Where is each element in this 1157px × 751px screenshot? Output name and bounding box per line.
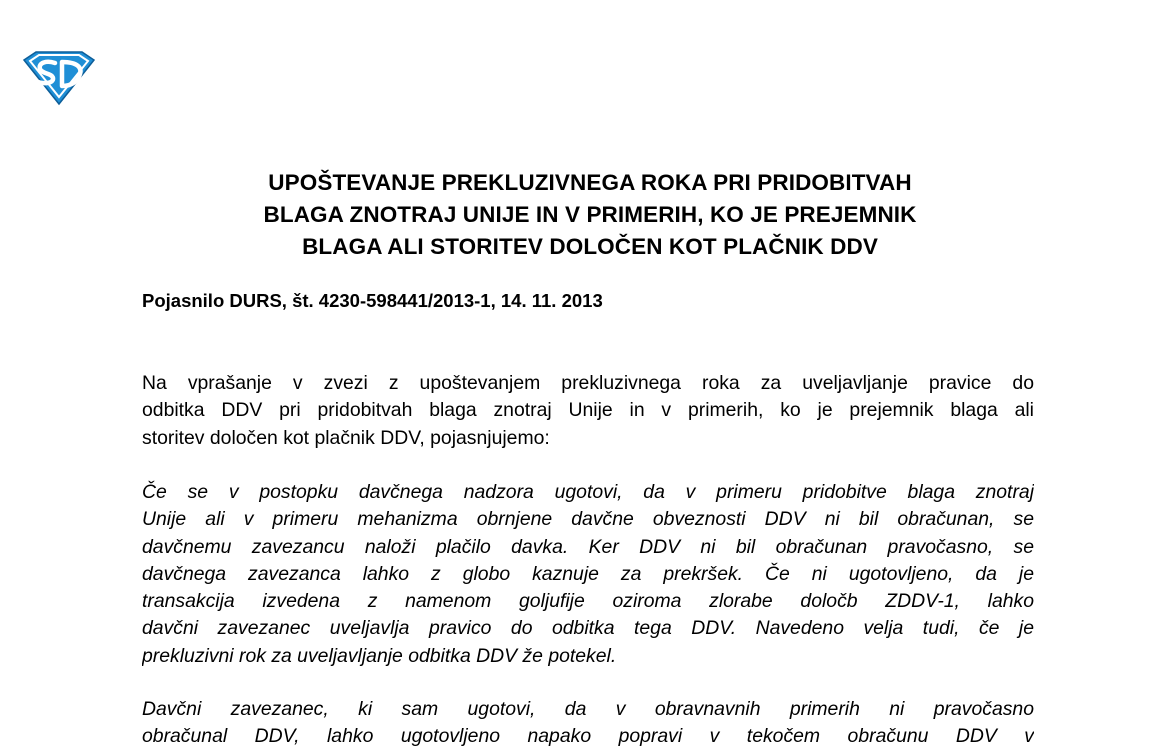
text-line: Na vprašanje v zvezi z upoštevanjem prekluzivnega roka za uveljavljanje pravice do <box>142 372 1034 394</box>
text-line: transakcija izvedena z namenom goljufije oziroma zlorabe določb ZDDV-1, lahko <box>142 590 1034 613</box>
shield-logo-icon <box>22 50 96 106</box>
text-line: Davčni zavezanec, ki sam ugotovi, da v obravnavnih primerih ni pravočasno <box>142 698 1034 720</box>
title-line: UPOŠTEVANJE PREKLUZIVNEGA ROKA PRI PRIDOBITVAH <box>268 170 912 195</box>
paragraph-answer <box>142 479 1034 670</box>
text-line: Unije ali v primeru mehanizma obrnjene davčne obveznosti DDV ni bil obračunan, se <box>142 508 1034 531</box>
text-line: davčni zavezanec uveljavlja pravico do odbitka tega DDV. Navedeno velja tudi, če je <box>142 617 1034 640</box>
text-line: davčnega zavezanca lahko z globo kaznuje za prekršek. Če ni ugotovljeno, da je <box>142 562 1034 585</box>
title-line: BLAGA ZNOTRAJ UNIJE IN V PRIMERIH, KO JE PREJEMNIK <box>263 202 917 227</box>
text-line: storitev določen kot plačnik DDV, pojasnjujemo: <box>142 426 550 449</box>
title-line: BLAGA ALI STORITEV DOLOČEN KOT PLAČNIK DDV <box>302 234 878 259</box>
paragraph-followup <box>142 696 1034 751</box>
document-title <box>100 167 1080 263</box>
text-line: Če se v postopku davčnega nadzora ugotovi, da v primeru pridobitve blaga znotraj <box>142 481 1034 503</box>
text-line: prekluzivni rok za uveljavljanje odbitka DDV že potekel. <box>142 644 617 667</box>
paragraph-intro <box>142 370 1034 452</box>
text-line: davčnemu zavezancu naloži plačilo davka. Ker DDV ni bil obračunan pravočasno, se <box>142 535 1034 558</box>
source-reference: Pojasnilo DURS, št. 4230-598441/2013-1, 14. 11. 2013 <box>142 290 603 311</box>
durs-logo <box>22 50 96 106</box>
text-line: odbitka DDV pri pridobitvah blaga znotraj Unije in v primerih, ko je prejemnik blaga ali <box>142 399 1034 422</box>
text-line: obračunal DDV, lahko ugotovljeno napako popravi v tekočem obračunu DDV v <box>142 725 1034 748</box>
